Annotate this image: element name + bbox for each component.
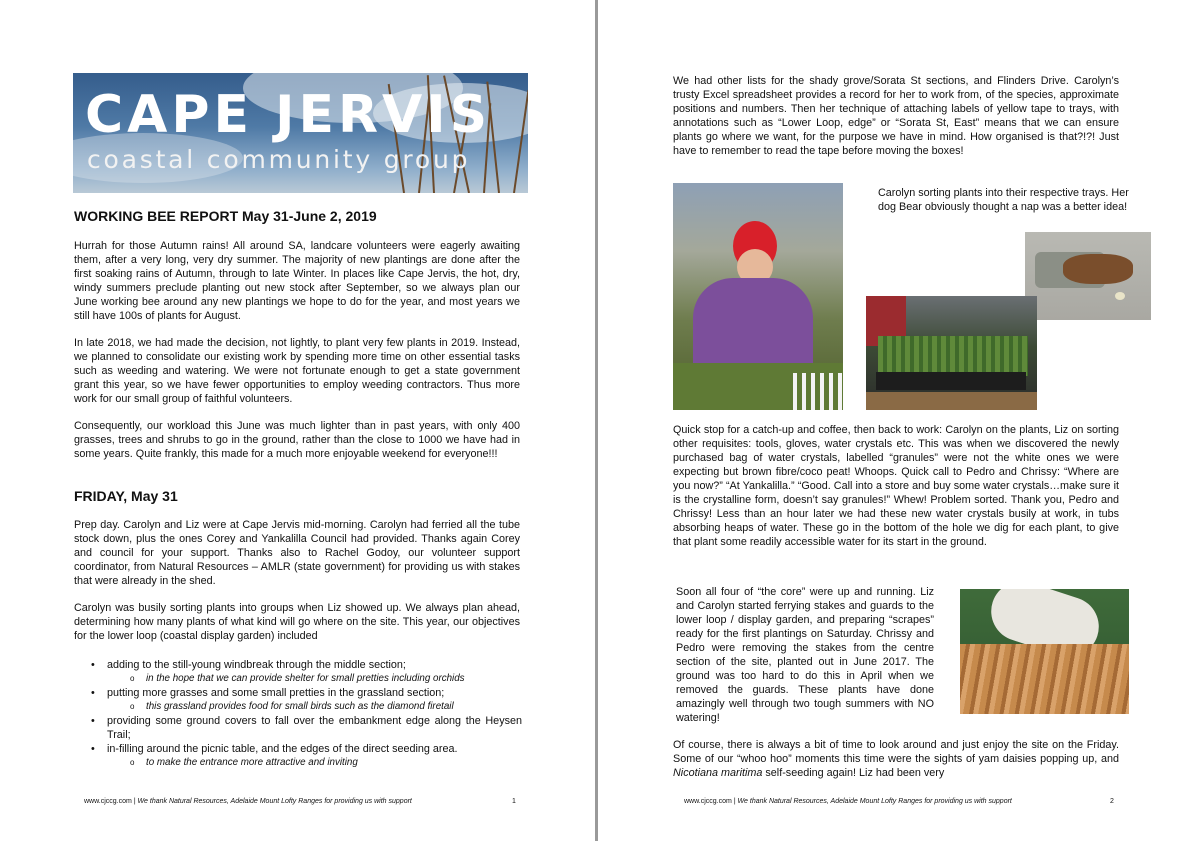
footer-site-link[interactable]: www.cjccg.com bbox=[684, 798, 732, 805]
paragraph-decision: In late 2018, we had made the decision, not lightly, to plant very few plants in 2019. Instead, we planned to consolidate our existing work by spending more time on other essential tasks such as weeding and watering. We were not fortunate enough to get a state government grant this year, so we have fewer opportunities to employ weeding contractors. Thus more work for our small group of faithful volunteers. bbox=[74, 337, 520, 405]
cape-jervis-banner bbox=[73, 73, 528, 193]
banner-title: CAPE JERVIS bbox=[85, 85, 492, 145]
objectives-list bbox=[74, 658, 522, 770]
page-number: 2 bbox=[1110, 798, 1114, 805]
footer-thanks: | We thank Natural Resources, Adelaide Mount Lofty Ranges for providing us with support bbox=[131, 798, 412, 805]
document-page-2 bbox=[598, 0, 1193, 841]
footer-site-link[interactable]: www.cjccg.com bbox=[84, 798, 132, 805]
photo-caption: Carolyn sorting plants into their respective trays. Her dog Bear obviously thought a nap was a better idea! bbox=[878, 187, 1129, 213]
list-subitem: o in the hope that we can provide shelter for small pretties including orchids bbox=[74, 672, 522, 686]
species-name: Nicotiana maritima bbox=[673, 767, 763, 779]
photo-carolyn-sorting bbox=[673, 183, 843, 410]
page-footer bbox=[684, 797, 1012, 807]
list-item: • providing some ground covers to fall over the embankment edge along the Heysen Trail; bbox=[74, 714, 522, 742]
document-page-1 bbox=[0, 0, 595, 841]
list-item: • in-filling around the picnic table, and the edges of the direct seeding area. bbox=[74, 742, 522, 756]
paragraph-catch-up: Quick stop for a catch-up and coffee, then back to work: Carolyn on the plants, Liz on sorting other requisites: tools, gloves, water crystals etc. This was when we discovered the newly purchased bag of water crystals, labelled “granules” were not the white ones we were expecting but brown fibre/coco peat! Whoops. Quick call to Pedro and Chrissy: “Where are you now?” “At Yankalilla.” “Good. Call into a store and buy some water crystals…make sure it is the crystalline form, doesn’t say granules!” Whew! Problem sorted. Thank you, Pedro and Chrissy! Less than an hour later we had these new water crystals busily at work, in tubs absorbing heaps of water. These go in the bottom of the hole we dig for each plant, to give that plant some readily accessible water for its start in the ground. bbox=[673, 424, 1119, 548]
paragraph-whoo-hoo: Of course, there is always a bit of time to look around and just enjoy the site on the Friday. Some of our “whoo hoo” moments this time were the sights of yam daisies popping up, and Nicotiana maritima self-seeding again! Liz had been very bbox=[673, 739, 1119, 779]
photo-dog-bear bbox=[1025, 232, 1151, 320]
photo-plant-trays bbox=[866, 296, 1037, 410]
list-item: • putting more grasses and some small pretties in the grassland section; bbox=[74, 686, 522, 700]
footer-thanks: | We thank Natural Resources, Adelaide Mount Lofty Ranges for providing us with support bbox=[731, 798, 1012, 805]
list-subitem: o to make the entrance more attractive and inviting bbox=[74, 756, 522, 770]
paragraph-intro: Hurrah for those Autumn rains! All around SA, landcare volunteers were eagerly awaiting them, after a very long, very dry summer. The majority of new plantings are done after the first soaking rains of Autumn, through to late Winter. In places like Cape Jervis, the hot, dry, windy summers preclude planting out new stock after September, so we always plan our June working bee around any new plantings we hope to do for the year, and most years we still have 100s of plants for August. bbox=[74, 240, 520, 322]
banner-subtitle: coastal community group bbox=[87, 145, 471, 174]
paragraph-workload: Consequently, our workload this June was much lighter than in past years, with only 400 grasses, trees and shrubs to go in the ground, rather than the close to 1000 we have had in some years. Quite frankly, this made for a much more enjoyable weekend for everyone!!! bbox=[74, 420, 520, 460]
paragraph-sorting: Carolyn was busily sorting plants into groups when Liz showed up. We always plan ahead, determining how many plants of what kind will go where on the site. This year, our objectives for the lower loop (coastal display garden) included bbox=[74, 602, 520, 642]
page-number: 1 bbox=[512, 798, 516, 805]
photo-stakes-and-guards bbox=[960, 589, 1129, 714]
page-footer bbox=[84, 797, 412, 807]
paragraph-the-core: Soon all four of “the core” were up and running. Liz and Carolyn started ferrying stakes and guards to the lower loop / display garden, and preparing “scrapes” ready for the first plantings on Saturday. Chrissy and Pedro were removing the stakes from the centre section of the site, planted out in June 2017. The ground was too hard to do this in April when we removed the guards. These plants have done amazingly well through two tough summers with NO watering! bbox=[676, 586, 934, 724]
report-heading: WORKING BEE REPORT May 31-June 2, 2019 bbox=[74, 208, 377, 224]
friday-heading: FRIDAY, May 31 bbox=[74, 488, 178, 504]
paragraph-lists: We had other lists for the shady grove/Sorata St sections, and Flinders Drive. Carolyn’s trusty Excel spreadsheet provides a record for her to work from, of the species, approximate positions and numbers. Then her technique of attaching labels of yellow tape to trays, with annotations such as “Lower Loop, edge” or “Sorata St, East” means that we can ensure plants go where we want, for the purpose we have in mind. How organised is that?!?! Just have to remember to read the tape before moving the boxes! bbox=[673, 75, 1119, 157]
paragraph-prep-day: Prep day. Carolyn and Liz were at Cape Jervis mid-morning. Carolyn had ferried all the tube stock down, plus the ones Corey and Yankalilla Council had provided. Thanks again Corey and council for your support. Thanks also to Rachel Godoy, our volunteer support coordinator, from Natural Resources – AMLR (state government) for providing us with stakes that were already in the shed. bbox=[74, 519, 520, 587]
list-item: • adding to the still-young windbreak through the middle section; bbox=[74, 658, 522, 672]
list-subitem: o this grassland provides food for small birds such as the diamond firetail bbox=[74, 700, 522, 714]
